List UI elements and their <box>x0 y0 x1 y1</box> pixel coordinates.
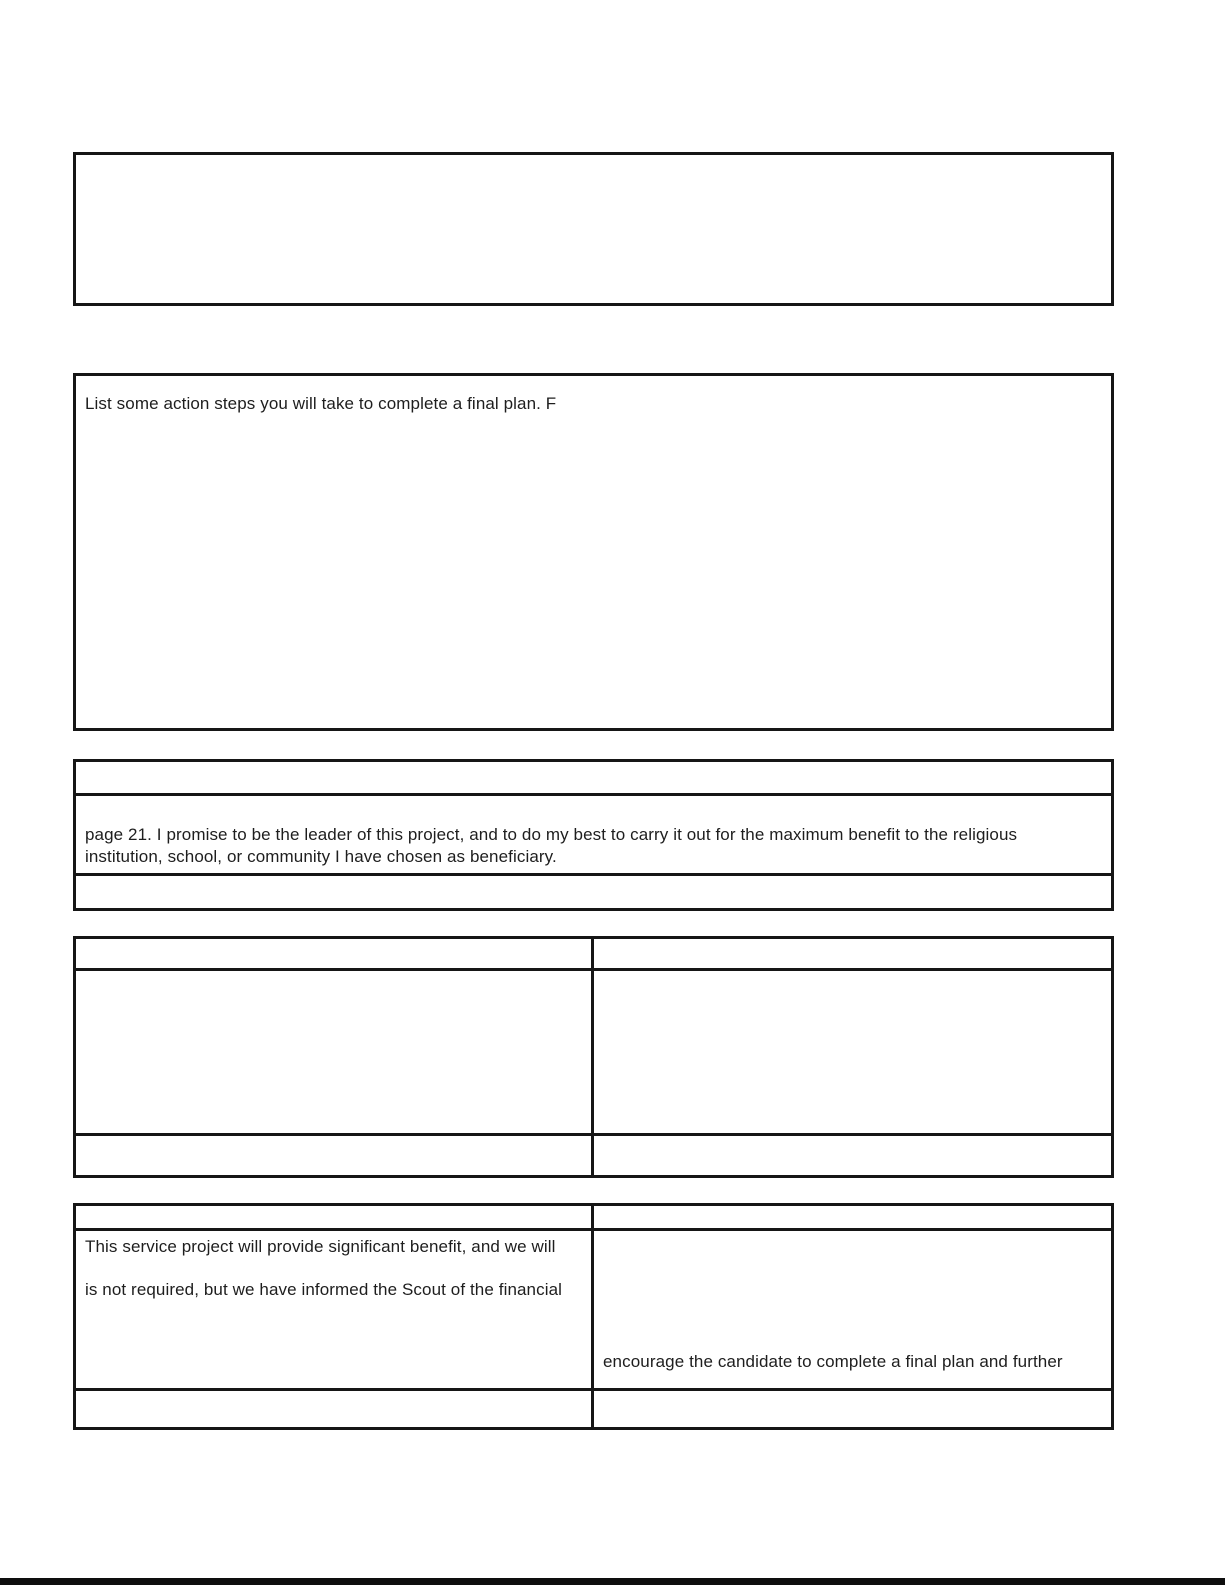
approval-table-header-left-cell[interactable] <box>76 1206 594 1228</box>
approval-table-body-left-cell <box>76 1228 594 1388</box>
approval-table-footer-right-cell[interactable] <box>594 1388 1111 1427</box>
promise-text <box>76 796 1111 868</box>
signature-table-body-right-cell[interactable] <box>594 968 1111 1133</box>
signature-table-footer-right-cell[interactable] <box>594 1133 1111 1175</box>
promise-line-1: page 21. I promise to be the leader of this project, and to do my best to carry it out for the maximum benefit to the religious <box>85 825 1018 844</box>
page-footer-bar <box>0 1578 1225 1585</box>
approval-left-line-2: is not required, but we have informed the Scout of the financial <box>85 1280 563 1299</box>
signature-table-header-left-cell[interactable] <box>76 939 594 968</box>
signature-table-header-right-cell[interactable] <box>594 939 1111 968</box>
approval-table <box>73 1203 1114 1430</box>
promise-section <box>73 759 1114 911</box>
signature-table-footer-left-cell[interactable] <box>76 1133 594 1175</box>
signature-table-body-left-cell[interactable] <box>76 968 594 1133</box>
approval-table-body-right-cell <box>594 1228 1111 1388</box>
signature-table <box>73 936 1114 1178</box>
approval-table-header-right-cell[interactable] <box>594 1206 1111 1228</box>
action-steps-prompt: List some action steps you will take to complete a final plan. F <box>85 394 557 413</box>
blank-form-box-top[interactable] <box>73 152 1114 306</box>
promise-blank-row-top[interactable] <box>76 762 1111 793</box>
promise-line-2: institution, school, or community I have chosen as beneficiary. <box>85 847 557 866</box>
promise-text-row <box>76 793 1111 873</box>
promise-blank-row-bottom[interactable] <box>76 873 1111 908</box>
approval-table-footer-left-cell[interactable] <box>76 1388 594 1427</box>
approval-left-line-1: This service project will provide significant benefit, and we will <box>85 1237 556 1256</box>
action-steps-box[interactable] <box>73 373 1114 731</box>
approval-right-line: encourage the candidate to complete a final plan and further <box>603 1352 1063 1371</box>
